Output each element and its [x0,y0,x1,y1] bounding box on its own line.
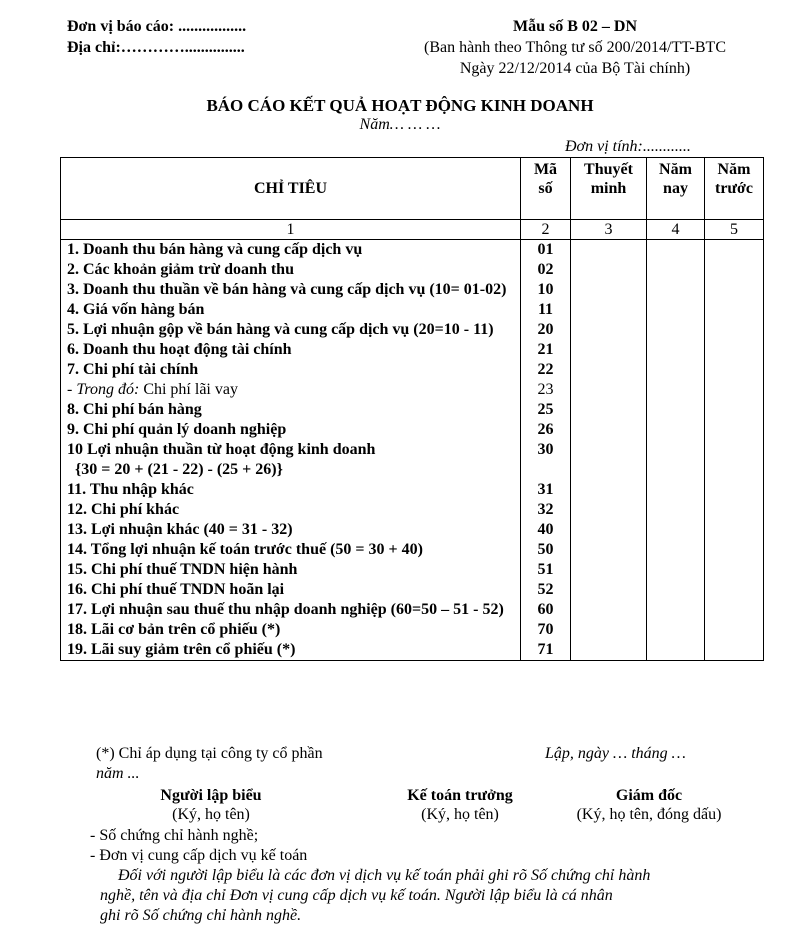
row-code: 30 [521,440,571,480]
issued-by-line1: (Ban hành theo Thông tư số 200/2014/TT-BTC [424,39,726,56]
table-row [61,440,764,480]
row-note [571,500,647,520]
header-code: Mã số [521,158,571,220]
provider-line: - Đơn vị cung cấp dịch vụ kế toán [90,847,308,864]
row-code: 70 [521,620,571,640]
row-note [571,400,647,420]
table-row [61,260,764,280]
note-line-3: ghi rõ Số chứng chỉ hành nghề. [100,907,302,924]
row-label: 11. Thu nhập khác [61,480,521,500]
row-previous-year [705,600,764,620]
row-current-year [647,400,705,420]
row-note [571,360,647,380]
row-note [571,420,647,440]
row-label: 12. Chi phí khác [61,500,521,520]
row-current-year [647,480,705,500]
row-previous-year [705,320,764,340]
row-previous-year [705,520,764,540]
reporting-unit-label: Đơn vị báo cáo: ................. [67,18,247,35]
row-previous-year [705,300,764,320]
table-row [61,380,764,400]
row-current-year [647,620,705,640]
header-current-year: Năm nay [647,158,705,220]
row-code: 26 [521,420,571,440]
row-code: 22 [521,360,571,380]
row-previous-year [705,540,764,560]
row-note [571,640,647,661]
row-current-year [647,360,705,380]
row-code: 10 [521,280,571,300]
row-previous-year [705,420,764,440]
row-code: 02 [521,260,571,280]
row-code: 50 [521,540,571,560]
row-current-year [647,420,705,440]
preparer-title: Người lập biểu [160,787,262,804]
table-row [61,320,764,340]
row-note [571,580,647,600]
row-note [571,260,647,280]
row-code: 01 [521,240,571,261]
row-label: 6. Doanh thu hoạt động tài chính [61,340,521,360]
row-code: 51 [521,560,571,580]
row-label: - Trong đó: Chi phí lãi vay [61,380,521,400]
table-header-row [61,158,764,220]
row-code: 25 [521,400,571,420]
row-code: 23 [521,380,571,400]
row-note [571,560,647,580]
row-label: 13. Lợi nhuận khác (40 = 31 - 32) [61,520,521,540]
report-year: Năm… … … [359,116,441,133]
row-current-year [647,320,705,340]
row-note [571,340,647,360]
row-code: 21 [521,340,571,360]
table-row [61,560,764,580]
row-previous-year [705,640,764,661]
signature-preparer [101,786,321,824]
row-note [571,520,647,540]
chief-accountant-title: Kế toán trưởng [407,787,513,804]
row-current-year [647,640,705,661]
row-label: 4. Giá vốn hàng bán [61,300,521,320]
header-previous-year: Năm trước [705,158,764,220]
row-label: 19. Lãi suy giảm trên cổ phiếu (*) [61,640,521,661]
row-note [571,600,647,620]
row-current-year [647,560,705,580]
row-label: 7. Chi phí tài chính [61,360,521,380]
row-label: 10 Lợi nhuận thuần từ hoạt động kinh doanh {30 = 20 + (21 - 22) - (25 + 26)} [61,440,521,480]
table-row [61,520,764,540]
row-current-year [647,240,705,261]
row-code: 71 [521,640,571,661]
row-note [571,240,647,261]
row-current-year [647,440,705,480]
header-item: CHỈ TIÊU [61,158,521,220]
row-previous-year [705,580,764,600]
income-statement-table [60,157,764,661]
row-current-year [647,280,705,300]
row-code: 31 [521,480,571,500]
prepared-year: năm ... [96,765,140,782]
row-current-year [647,540,705,560]
row-note [571,380,647,400]
table-row [61,240,764,261]
table-row [61,300,764,320]
row-note [571,480,647,500]
row-note [571,540,647,560]
signature-chief-accountant [350,786,570,824]
row-label: 15. Chi phí thuế TNDN hiện hành [61,560,521,580]
row-current-year [647,300,705,320]
note-line-2: nghề, tên và địa chỉ Đơn vị cung cấp dịch vụ kế toán. Người lập biểu là cá nhân [100,887,613,904]
table-row [61,500,764,520]
table-row [61,640,764,661]
row-previous-year [705,260,764,280]
table-row [61,480,764,500]
row-previous-year [705,480,764,500]
table-row [61,600,764,620]
row-previous-year [705,500,764,520]
table-row [61,580,764,600]
director-title: Giám đốc [615,787,683,804]
row-label: 1. Doanh thu bán hàng và cung cấp dịch vụ [61,240,521,261]
column-number: 1 [61,220,521,240]
row-previous-year [705,620,764,640]
row-previous-year [705,340,764,360]
row-code: 11 [521,300,571,320]
preparer-sub: (Ký, họ tên) [172,806,250,823]
table-row [61,400,764,420]
column-number: 2 [521,220,571,240]
row-previous-year [705,240,764,261]
column-number-row [61,220,764,240]
row-label: 18. Lãi cơ bản trên cổ phiếu (*) [61,620,521,640]
row-label: 16. Chi phí thuế TNDN hoãn lại [61,580,521,600]
header-note: Thuyết minh [571,158,647,220]
table-row [61,540,764,560]
row-code: 32 [521,500,571,520]
column-number: 5 [705,220,764,240]
row-label: 5. Lợi nhuận gộp về bán hàng và cung cấp dịch vụ (20=10 - 11) [61,320,521,340]
row-current-year [647,520,705,540]
row-previous-year [705,560,764,580]
row-current-year [647,340,705,360]
row-code: 60 [521,600,571,620]
row-current-year [647,380,705,400]
row-previous-year [705,380,764,400]
row-note [571,300,647,320]
report-title: BÁO CÁO KẾT QUẢ HOẠT ĐỘNG KINH DOANH [206,96,594,115]
row-current-year [647,500,705,520]
director-sub: (Ký, họ tên, đóng dấu) [576,806,722,823]
table-row [61,360,764,380]
signature-director [539,786,759,824]
table-row [61,340,764,360]
form-number: Mẫu số B 02 – DN [512,18,637,35]
row-note [571,280,647,300]
row-label: 2. Các khoản giảm trừ doanh thu [61,260,521,280]
row-label: 17. Lợi nhuận sau thuế thu nhập doanh nghiệp (60=50 – 51 - 52) [61,600,521,620]
row-previous-year [705,360,764,380]
reporting-unit-block [67,16,246,58]
chief-accountant-sub: (Ký, họ tên) [421,806,499,823]
row-previous-year [705,280,764,300]
issued-by-line2: Ngày 22/12/2014 của Bộ Tài chính) [459,60,691,77]
footnote-star: (*) Chỉ áp dụng tại công ty cổ phần [96,745,323,762]
row-code: 20 [521,320,571,340]
table-row [61,420,764,440]
row-current-year [647,580,705,600]
row-label: 8. Chi phí bán hàng [61,400,521,420]
form-info-block [400,16,750,79]
certificate-line: - Số chứng chỉ hành nghề; [90,827,259,844]
row-label: 9. Chi phí quản lý doanh nghiệp [61,420,521,440]
row-label: 14. Tổng lợi nhuận kế toán trước thuế (50 = 30 + 40) [61,540,521,560]
column-number: 3 [571,220,647,240]
row-note [571,620,647,640]
row-previous-year [705,440,764,480]
currency-unit: Đơn vị tính:............ [565,138,691,155]
row-previous-year [705,400,764,420]
column-number: 4 [647,220,705,240]
row-note [571,440,647,480]
row-label: 3. Doanh thu thuần về bán hàng và cung cấp dịch vụ (10= 01-02) [61,280,521,300]
table-row [61,280,764,300]
prepared-date: Lập, ngày … tháng … [545,745,686,762]
row-code: 40 [521,520,571,540]
row-code: 52 [521,580,571,600]
note-line-1: Đối với người lập biểu là các đơn vị dịch vụ kế toán phải ghi rõ Số chứng chỉ hành [118,867,651,884]
address-label: Địa chỉ:…………............... [67,39,245,56]
table-row [61,620,764,640]
row-note [571,320,647,340]
row-current-year [647,260,705,280]
row-current-year [647,600,705,620]
